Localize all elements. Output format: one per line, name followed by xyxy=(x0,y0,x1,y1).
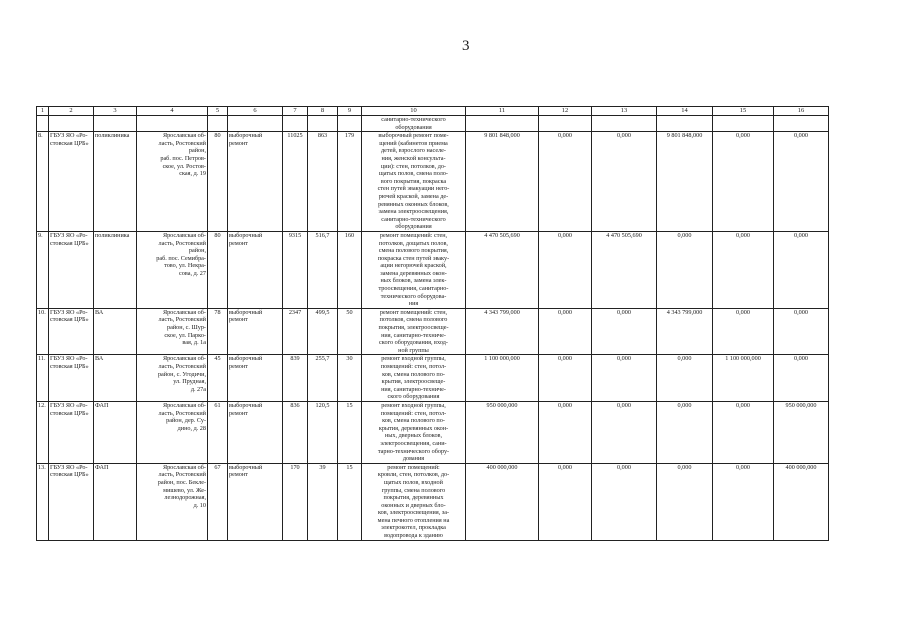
row-number: 11. xyxy=(37,355,49,402)
column-header: 14 xyxy=(657,107,713,116)
works-description-line: ния, санитарно-техниче- xyxy=(381,331,446,339)
col-8-value: 516,7 xyxy=(308,231,338,308)
works-description-line: помещений: стен, потол- xyxy=(380,409,447,417)
works-description-line: ации негорючей краской, xyxy=(380,262,447,270)
col-15-amount: 0,000 xyxy=(713,308,774,355)
address-line: район, с. Шур- xyxy=(167,324,206,332)
address-line: ская, д. 19 xyxy=(179,170,206,178)
table-row xyxy=(37,132,829,232)
address-line: д. 10 xyxy=(193,501,206,509)
empty-cell xyxy=(137,116,208,132)
works-description-line: вого покрытия, покраска xyxy=(380,177,447,185)
address-line: лезнодорожная, xyxy=(164,494,206,502)
col-5-value: 67 xyxy=(208,463,228,540)
address-line: ласть, Ростовский xyxy=(158,139,206,147)
col-5-value: 80 xyxy=(208,231,228,308)
empty-cell xyxy=(657,116,713,132)
column-header: 4 xyxy=(137,107,208,116)
repair-kind xyxy=(228,463,283,540)
empty-cell xyxy=(466,116,539,132)
continuation-works xyxy=(362,116,466,132)
empty-cell xyxy=(49,116,94,132)
works-description-line: ных, дверных блоков, xyxy=(384,432,443,440)
table-row xyxy=(37,401,829,463)
works-description-line: ков, смена полового по- xyxy=(382,370,445,378)
col-13-amount: 0,000 xyxy=(592,401,657,463)
col-12-amount: 0,000 xyxy=(539,401,592,463)
col-16-amount: 0,000 xyxy=(774,231,829,308)
works-description-line: ревянных оконных блоков, xyxy=(378,200,449,208)
col-15-amount: 0,000 xyxy=(713,401,774,463)
address-line: район, пос. Бекле- xyxy=(157,478,206,486)
organization-line: ГБУЗ ЯО «Ро- xyxy=(50,308,88,316)
organization-line: стовская ЦРБ» xyxy=(50,471,89,479)
facility-type: поликлиника xyxy=(94,231,137,308)
facility-type: поликлиника xyxy=(94,132,137,232)
table-row xyxy=(37,231,829,308)
col-11-amount: 950 000,000 xyxy=(466,401,539,463)
facility-type: ВА xyxy=(94,355,137,402)
col-13-amount: 4 470 505,690 xyxy=(592,231,657,308)
col-9-value: 160 xyxy=(338,231,362,308)
col-5-value: 80 xyxy=(208,132,228,232)
row-number: 12. xyxy=(37,401,49,463)
repair-kind-line: ремонт xyxy=(229,239,248,247)
repair-kind-line: ремонт xyxy=(229,139,248,147)
works-description-line: замена деревянных окон- xyxy=(380,269,447,277)
col-12-amount: 0,000 xyxy=(539,308,592,355)
empty-cell xyxy=(774,116,829,132)
address xyxy=(137,308,208,355)
address-line: раб. пос. Семибра- xyxy=(156,254,206,262)
col-16-amount: 950 000,000 xyxy=(774,401,829,463)
works-description-line: водопровода к зданию xyxy=(384,532,443,540)
works-description-line: крытия, электроосвеще- xyxy=(381,378,446,386)
repair-kind xyxy=(228,355,283,402)
works-description-line: ков, смена полового по- xyxy=(382,417,445,425)
col-9-value: 15 xyxy=(338,463,362,540)
col-8-value: 255,7 xyxy=(308,355,338,402)
table-row xyxy=(37,308,829,355)
address-line: ласть, Ростовский xyxy=(158,409,206,417)
column-header: 6 xyxy=(228,107,283,116)
address-line: тово, ул. Некра- xyxy=(164,262,206,270)
repair-kind-line: выборочный xyxy=(229,401,263,409)
col-5-value: 61 xyxy=(208,401,228,463)
col-7-value: 836 xyxy=(283,401,308,463)
column-header: 3 xyxy=(94,107,137,116)
col-8-value: 499,5 xyxy=(308,308,338,355)
organization xyxy=(49,401,94,463)
col-13-amount: 0,000 xyxy=(592,463,657,540)
col-12-amount: 0,000 xyxy=(539,231,592,308)
works-description-line: троосвещения, санитарно- xyxy=(378,285,449,293)
works-description-line: потолков, дощатых полов, xyxy=(379,239,448,247)
col-16-amount: 0,000 xyxy=(774,132,829,232)
address-line: ласть, Ростовский xyxy=(158,471,206,479)
address-line: мишево, ул. Же- xyxy=(163,486,206,494)
empty-cell xyxy=(208,116,228,132)
table-body xyxy=(37,107,829,541)
address-line: вая, д. 1а xyxy=(182,339,206,347)
organization-line: стовская ЦРБ» xyxy=(50,316,89,324)
organization xyxy=(49,463,94,540)
works-description-line: группы, смена полового xyxy=(381,486,446,494)
col-14-amount: 4 343 799,000 xyxy=(657,308,713,355)
organization xyxy=(49,308,94,355)
works-description-line: щений (кабинетов приема xyxy=(379,139,448,147)
row-number: 8. xyxy=(37,132,49,232)
col-9-value: 15 xyxy=(338,401,362,463)
repair-kind xyxy=(228,401,283,463)
address-line: Ярославская об- xyxy=(162,308,206,316)
works-description xyxy=(362,463,466,540)
col-13-amount: 0,000 xyxy=(592,308,657,355)
col-9-value: 179 xyxy=(338,132,362,232)
works-description-line: дования xyxy=(402,455,425,463)
col-8-value: 120,5 xyxy=(308,401,338,463)
works-description-line: кровли, стен, потолков, до- xyxy=(377,471,450,479)
organization-line: стовская ЦРБ» xyxy=(50,409,89,417)
address-line: ул. Прудная, xyxy=(173,378,206,386)
facility-type: ВА xyxy=(94,308,137,355)
address-line: Ярославская об- xyxy=(162,463,206,471)
works-description-line: детей, взрослого населе- xyxy=(381,147,446,155)
column-header: 12 xyxy=(539,107,592,116)
col-15-amount: 1 100 000,000 xyxy=(713,355,774,402)
col-14-amount: 0,000 xyxy=(657,231,713,308)
col-15-amount: 0,000 xyxy=(713,132,774,232)
works-description-line: мена печного отопления на xyxy=(377,516,450,524)
address-line: Ярославская об- xyxy=(162,401,206,409)
col-7-value: 839 xyxy=(283,355,308,402)
col-11-amount: 4 343 799,000 xyxy=(466,308,539,355)
works-description xyxy=(362,355,466,402)
works-description-line: тарно-технического обору- xyxy=(377,447,450,455)
facility-type: ФАП xyxy=(94,463,137,540)
empty-cell xyxy=(539,116,592,132)
column-header: 15 xyxy=(713,107,774,116)
col-11-amount: 4 470 505,690 xyxy=(466,231,539,308)
page-number: 3 xyxy=(462,38,470,54)
column-header: 13 xyxy=(592,107,657,116)
repair-kind-line: ремонт xyxy=(229,409,248,417)
col-16-amount: 0,000 xyxy=(774,308,829,355)
works-description-line: потолков, смена полового xyxy=(379,316,448,324)
works-description-line: ремонт помещений: стен, xyxy=(379,308,448,316)
organization xyxy=(49,132,94,232)
address xyxy=(137,401,208,463)
empty-cell xyxy=(283,116,308,132)
column-header: 10 xyxy=(362,107,466,116)
continuation-works-line: оборудования xyxy=(395,123,432,131)
repair-kind-line: ремонт xyxy=(229,471,248,479)
col-5-value: 78 xyxy=(208,308,228,355)
repair-kind-line: выборочный xyxy=(229,308,263,316)
organization-line: стовская ЦРБ» xyxy=(50,363,89,370)
column-header: 7 xyxy=(283,107,308,116)
works-description-line: рючей краской, замена де- xyxy=(378,192,449,200)
col-9-value: 30 xyxy=(338,355,362,402)
works-description-line: ремонт помещений: xyxy=(387,463,440,471)
address-line: сова, д. 27 xyxy=(179,269,206,277)
col-14-amount: 9 801 848,000 xyxy=(657,132,713,232)
col-13-amount: 0,000 xyxy=(592,132,657,232)
works-description-line: щатых полов, смена поло- xyxy=(379,170,448,178)
works-description-line: ции): стен, потолков, до- xyxy=(380,162,446,170)
organization-line: ГБУЗ ЯО «Ро- xyxy=(50,355,88,363)
address-line: дино, д. 28 xyxy=(177,424,206,432)
row-number: 9. xyxy=(37,231,49,308)
works-description-line: замена электроосвещения, xyxy=(378,208,449,216)
works-description-line: ремонт входной группы, xyxy=(381,401,446,409)
col-16-amount: 0,000 xyxy=(774,355,829,402)
works-description-line: ных блоков, замена элек- xyxy=(380,277,447,285)
empty-cell xyxy=(37,116,49,132)
col-7-value: 2347 xyxy=(283,308,308,355)
works-description-line: стен путей эвакуации него- xyxy=(377,185,450,193)
organization-line: ГБУЗ ЯО «Ро- xyxy=(50,401,88,409)
empty-cell xyxy=(338,116,362,132)
address-line: район, xyxy=(188,247,206,255)
works-description-line: крытия, деревянных окон- xyxy=(378,424,449,432)
col-12-amount: 0,000 xyxy=(539,463,592,540)
works-description-line: покраска стен путей эваку- xyxy=(377,254,450,262)
col-11-amount: 1 100 000,000 xyxy=(466,355,539,402)
col-12-amount: 0,000 xyxy=(539,355,592,402)
col-7-value: 9315 xyxy=(283,231,308,308)
col-14-amount: 0,000 xyxy=(657,355,713,402)
works-description xyxy=(362,231,466,308)
col-15-amount: 0,000 xyxy=(713,463,774,540)
works-description-line: ной группы xyxy=(398,346,429,354)
works-description-line: помещений: стен, потол- xyxy=(380,363,447,370)
address-line: район, xyxy=(188,147,206,155)
repair-kind-line: выборочный xyxy=(229,355,263,363)
works-description-line: оборудования xyxy=(395,223,432,231)
column-header: 11 xyxy=(466,107,539,116)
address xyxy=(137,463,208,540)
works-description-line: ского оборудования, вход- xyxy=(379,339,448,347)
row-number: 13. xyxy=(37,463,49,540)
column-header: 1 xyxy=(37,107,49,116)
repair-kind-line: ремонт xyxy=(229,316,248,324)
repair-kind xyxy=(228,132,283,232)
works-description xyxy=(362,308,466,355)
col-7-value: 170 xyxy=(283,463,308,540)
address xyxy=(137,355,208,402)
repair-kind-line: выборочный xyxy=(229,231,263,239)
column-header: 16 xyxy=(774,107,829,116)
address xyxy=(137,231,208,308)
address-line: ское, ул. Парко- xyxy=(164,331,206,339)
works-description-line: щатых полов, входной xyxy=(384,478,443,486)
organization-line: ГБУЗ ЯО «Ро- xyxy=(50,231,88,239)
organization-line: стовская ЦРБ» xyxy=(50,139,89,147)
address-line: Ярославская об- xyxy=(162,132,206,140)
works-description-line: выборочный ремонт поме- xyxy=(378,132,449,140)
address-line: Ярославская об- xyxy=(162,231,206,239)
col-14-amount: 0,000 xyxy=(657,463,713,540)
repair-plan-table xyxy=(36,106,829,541)
repair-kind-line: ремонт xyxy=(229,363,248,370)
col-14-amount: 0,000 xyxy=(657,401,713,463)
col-11-amount: 9 801 848,000 xyxy=(466,132,539,232)
works-description-line: ков, электроосвещения, за- xyxy=(377,509,450,517)
row-number: 10. xyxy=(37,308,49,355)
table-row xyxy=(37,355,829,402)
works-description-line: ния, женской консульта- xyxy=(381,154,446,162)
address-line: ское, ул. Ростов- xyxy=(162,162,206,170)
col-15-amount: 0,000 xyxy=(713,231,774,308)
col-12-amount: 0,000 xyxy=(539,132,592,232)
works-description-line: санитарно-технического xyxy=(381,215,446,223)
works-description xyxy=(362,132,466,232)
address-line: район, дер. Су- xyxy=(166,417,206,425)
column-header: 5 xyxy=(208,107,228,116)
works-description-line: ния, санитарно-техниче- xyxy=(381,385,446,393)
column-header: 8 xyxy=(308,107,338,116)
address-line: ласть, Ростовский xyxy=(158,316,206,324)
empty-cell xyxy=(592,116,657,132)
organization-line: ГБУЗ ЯО «Ро- xyxy=(50,463,88,471)
column-header: 9 xyxy=(338,107,362,116)
repair-kind xyxy=(228,308,283,355)
col-11-amount: 400 000,000 xyxy=(466,463,539,540)
empty-cell xyxy=(308,116,338,132)
works-description-line: технического оборудова- xyxy=(380,292,447,300)
empty-cell xyxy=(228,116,283,132)
col-8-value: 39 xyxy=(308,463,338,540)
organization-line: ГБУЗ ЯО «Ро- xyxy=(50,132,88,140)
address-line: район, с. Угодичи, xyxy=(157,370,206,378)
works-description-line: смена полового покрытия, xyxy=(378,247,449,255)
address-line: раб. пос. Петров- xyxy=(160,154,206,162)
works-description-line: ского оборудования xyxy=(387,393,440,401)
header-row xyxy=(37,107,829,116)
col-16-amount: 400 000,000 xyxy=(774,463,829,540)
works-description-line: ремонт помещений: стен, xyxy=(379,231,448,239)
continuation-works-line: санитарно-технического xyxy=(381,116,446,123)
works-description-line: электроосвещения, сани- xyxy=(380,439,447,447)
empty-cell xyxy=(94,116,137,132)
column-header: 2 xyxy=(49,107,94,116)
repair-kind xyxy=(228,231,283,308)
table-row xyxy=(37,463,829,540)
works-description-line: ремонт входной группы, xyxy=(381,355,446,363)
empty-cell xyxy=(713,116,774,132)
works-description-line: электрокотел, прокладка xyxy=(381,524,446,532)
works-description-line: оконных и дверных бло- xyxy=(381,501,446,509)
address-line: ласть, Ростовский xyxy=(158,363,206,370)
col-8-value: 863 xyxy=(308,132,338,232)
works-description-line: покрытия, электроосвеще- xyxy=(378,324,449,332)
address-line: д. 27а xyxy=(190,385,206,393)
address-line: Ярославская об- xyxy=(162,355,206,363)
repair-kind-line: выборочный xyxy=(229,132,263,140)
continuation-row xyxy=(37,116,829,132)
facility-type: ФАП xyxy=(94,401,137,463)
col-7-value: 11025 xyxy=(283,132,308,232)
address-line: ласть, Ростовский xyxy=(158,239,206,247)
col-5-value: 45 xyxy=(208,355,228,402)
organization xyxy=(49,231,94,308)
col-13-amount: 0,000 xyxy=(592,355,657,402)
organization xyxy=(49,355,94,402)
organization-line: стовская ЦРБ» xyxy=(50,239,89,247)
works-description xyxy=(362,401,466,463)
works-description-line: ния xyxy=(408,300,419,308)
repair-kind-line: выборочный xyxy=(229,463,263,471)
col-9-value: 50 xyxy=(338,308,362,355)
works-description-line: покрытия, деревянных xyxy=(383,494,444,502)
address xyxy=(137,132,208,232)
